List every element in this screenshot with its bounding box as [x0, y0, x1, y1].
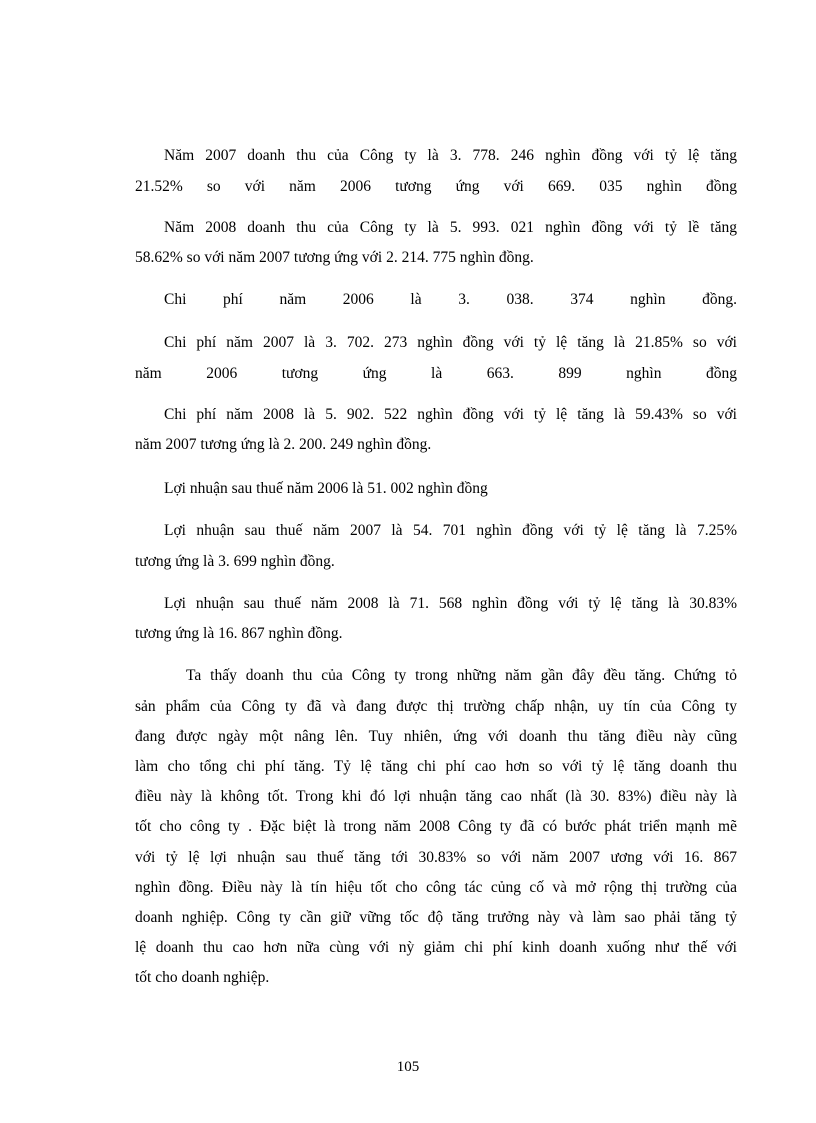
- text-line: với tỷ lệ lợi nhuận sau thuế tăng tới 30.83% so với năm 2007 ương với 16. 867: [135, 849, 737, 866]
- text-line: năm 2006 tương ứng là 663. 899 nghìn đồng: [135, 365, 737, 382]
- text-line: doanh nghiệp. Công ty cần giữ vững tốc độ tăng trưởng này và làm sao phải tăng tỷ: [135, 909, 737, 926]
- text-line: Năm 2008 doanh thu của Công ty là 5. 993. 021 nghìn đồng với tỷ lề tăng: [164, 219, 737, 236]
- text-line: tương ứng là 16. 867 nghìn đồng.: [135, 625, 343, 642]
- text-line: năm 2007 tương ứng là 2. 200. 249 nghìn đồng.: [135, 436, 432, 453]
- page-number: 105: [396, 1059, 420, 1075]
- text-line: Năm 2007 doanh thu của Công ty là 3. 778. 246 nghìn đồng với tỷ lệ tăng: [164, 147, 737, 164]
- text-line: Chi phí năm 2006 là 3. 038. 374 nghìn đồng.: [164, 291, 737, 308]
- text-line: tương ứng là 3. 699 nghìn đồng.: [135, 553, 335, 570]
- text-line: nghìn đồng. Điều này là tín hiệu tốt cho công tác củng cố và mở rộng thị trường của: [135, 879, 737, 896]
- text-line: sản phẩm của Công ty đã và đang được thị trường chấp nhận, uy tín của Công ty: [135, 698, 737, 715]
- text-line: làm cho tổng chi phí tăng. Tỷ lệ tăng chi phí cao hơn so với tỷ lệ tăng doanh thu: [135, 758, 737, 775]
- text-line: Lợi nhuận sau thuế năm 2007 là 54. 701 nghìn đồng với tỷ lệ tăng là 7.25%: [164, 522, 737, 539]
- text-line: Ta thấy doanh thu của Công ty trong những năm gần đây đều tăng. Chứng tỏ: [186, 667, 737, 684]
- text-line: 21.52% so với năm 2006 tương ứng với 669. 035 nghìn đồng: [135, 178, 737, 195]
- text-line: Lợi nhuận sau thuế năm 2008 là 71. 568 nghìn đồng với tỷ lệ tăng là 30.83%: [164, 595, 737, 612]
- text-line: 58.62% so với năm 2007 tương ứng với 2. 214. 775 nghìn đồng.: [135, 249, 534, 266]
- text-line: lệ doanh thu cao hơn nữa cùng với nỳ giảm chi phí kinh doanh xuống như thế với: [135, 939, 737, 956]
- text-line: đang được ngày một nâng lên. Tuy nhiên, ứng với doanh thu tăng điều này cũng: [135, 728, 737, 745]
- text-line: Lợi nhuận sau thuế năm 2006 là 51. 002 nghìn đồng: [164, 480, 488, 497]
- text-line: Chi phí năm 2007 là 3. 702. 273 nghìn đồng với tỷ lệ tăng là 21.85% so với: [164, 334, 737, 351]
- text-line: Chi phí năm 2008 là 5. 902. 522 nghìn đồng với tỷ lệ tăng là 59.43% so với: [164, 406, 737, 423]
- text-line: tốt cho công ty . Đặc biệt là trong năm 2008 Công ty đã có bước phát triển mạnh mẽ: [135, 818, 737, 835]
- text-line: điều này là không tốt. Trong khi đó lợi nhuận tăng cao nhất (là 30. 83%) điều này là: [135, 788, 737, 805]
- text-line: tốt cho doanh nghiệp.: [135, 969, 270, 986]
